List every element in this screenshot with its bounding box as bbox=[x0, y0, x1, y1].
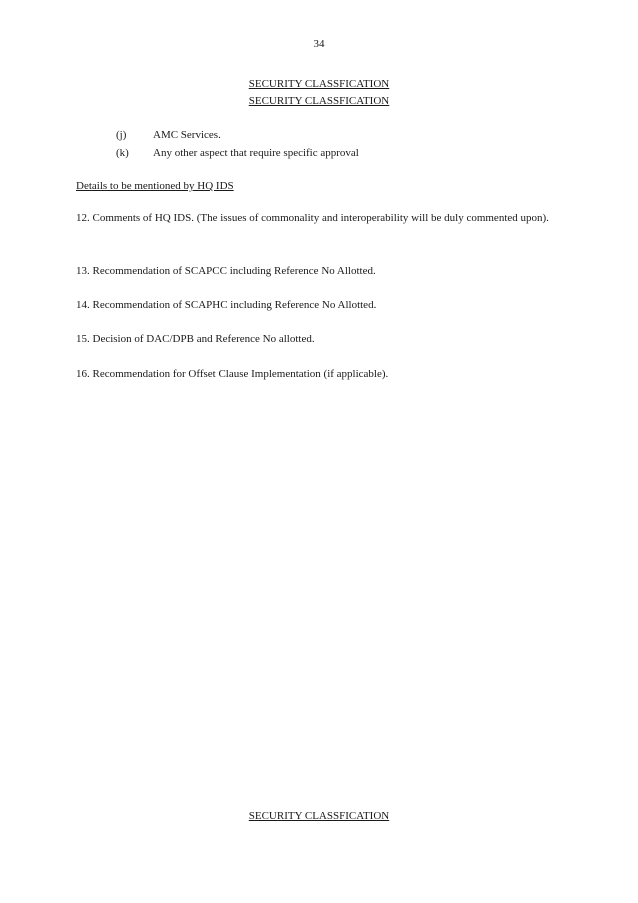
item-label-j: (j) bbox=[116, 129, 127, 141]
item-text-j: AMC Services. bbox=[153, 129, 221, 141]
header-classification-2-text: SECURITY CLASSFICATION bbox=[248, 95, 390, 107]
item-label-k: (k) bbox=[116, 147, 129, 159]
paragraph-15: 15. Decision of DAC/DPB and Reference No allotted. bbox=[76, 333, 315, 345]
header-classification-2 bbox=[0, 95, 638, 107]
item-text-k: Any other aspect that require specific approval bbox=[153, 147, 359, 159]
paragraph-12: 12. Comments of HQ IDS. (The issues of commonality and interoperability will be duly commented upon). bbox=[76, 212, 549, 224]
paragraph-14: 14. Recommendation of SCAPHC including Reference No Allotted. bbox=[76, 299, 377, 311]
paragraph-16: 16. Recommendation for Offset Clause Implementation (if applicable). bbox=[76, 368, 389, 380]
footer-classification-text: SECURITY CLASSFICATION bbox=[248, 810, 390, 822]
section-heading: Details to be mentioned by HQ IDS bbox=[76, 180, 234, 192]
header-classification-1-text: SECURITY CLASSFICATION bbox=[248, 78, 390, 90]
header-classification-1 bbox=[0, 78, 638, 90]
paragraph-13: 13. Recommendation of SCAPCC including Reference No Allotted. bbox=[76, 265, 376, 277]
footer-classification bbox=[0, 810, 638, 822]
page-number: 34 bbox=[313, 38, 325, 50]
